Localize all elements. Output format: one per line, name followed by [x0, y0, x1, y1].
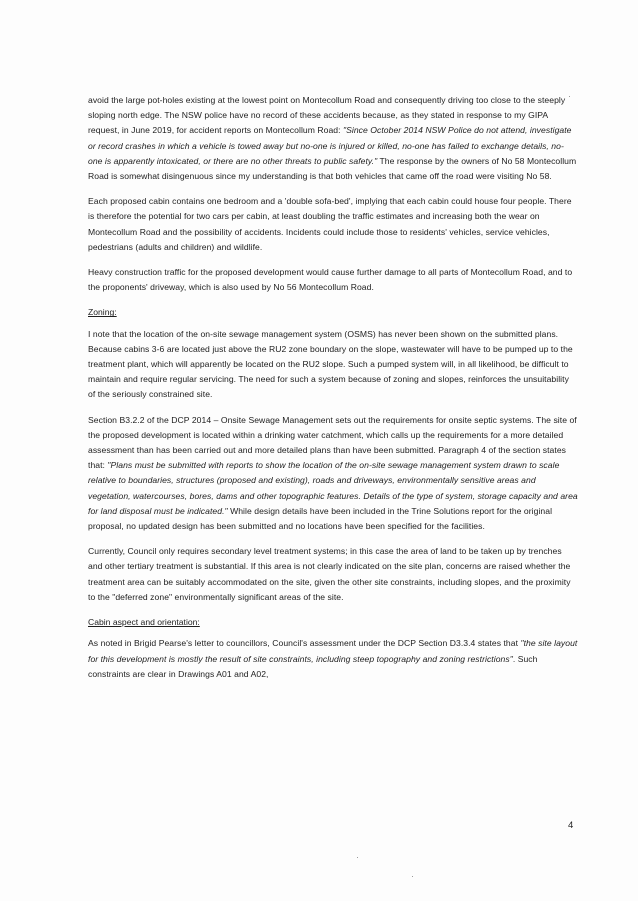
- paragraph-site-layout: [88, 636, 578, 682]
- scan-speck: [357, 857, 358, 858]
- scan-speck: [412, 876, 413, 877]
- paragraph-text: As noted in Brigid Pearse's letter to councillors, Council's assessment under the DCP Section D3.3.4 states that: [88, 638, 521, 649]
- scan-speck: [569, 96, 570, 97]
- dcp-quote: "Plans must be submitted with reports to show the location of the on-site sewage management system drawn to scale relative to boundaries, structures (proposed and existing), roads and driveways, environmentally sensitive areas and vegetation, watercourses, bores, dams and other topographic features. Details of the type of system, storage capacity and area for land disposal must be indicated.": [88, 460, 578, 516]
- paragraph-text: The response by the owners of No 58 Montecollum Road is somewhat disingenuous since my understanding is that both vehicles that came off the road were visiting No 58.: [88, 155, 577, 182]
- paragraph-text: Section B3.2.2 of the DCP 2014 – Onsite Sewage Management sets out the requirements for onsite septic systems. The site of the proposed development is located within a drinking water catchment, which calls up the requirements for a more detailed assessment than has been carried out and more detailed plans than have been submitted. Paragraph 4 of the section states that:: [88, 414, 577, 471]
- paragraph-cabin-occupancy: Each proposed cabin contains one bedroom and a 'double sofa-bed', implying that each cabin could house four people. There is therefore the potential for two cars per cabin, at least doubling the traffic estimates and increasing both the wear on Montecollum Road and the possibility of accidents. Incidents could include those to residents' vehicles, service vehicles, pedestrians (adults and children) and wildlife.: [88, 196, 572, 252]
- paragraph-text: . Such constraints are clear in Drawings A01 and A02,: [88, 653, 538, 679]
- paragraph-text: avoid the large pot-holes existing at the lowest point on Montecollum Road and consequently driving too close to the steeply sloping north edge. The NSW police have no record of these accidents because, as they stated in response to my GIPA request, in June 2019, for accident reports on Montecollum Road:: [88, 95, 566, 136]
- document-body: [88, 93, 578, 692]
- paragraph-construction-traffic: Heavy construction traffic for the proposed development would cause further damage to all parts of Montecollum Road, and to the proponents' driveway, which is also used by No 56 Montecollum Road.: [88, 267, 573, 293]
- heading-zoning: Zoning:: [88, 307, 117, 318]
- page-number: 4: [568, 820, 574, 831]
- paragraph-dcp-section: [88, 413, 578, 535]
- paragraph-accidents: [88, 93, 578, 184]
- assessment-quote: "the site layout for this development is mostly the result of site constraints, including steep topography and zoning restrictions": [88, 638, 578, 664]
- paragraph-osms: I note that the location of the on-site sewage management system (OSMS) has never been shown on the submitted plans. Because cabins 3-6 are located just above the RU2 zone boundary on the slope, wastewater will have to be pumped up to the treatment plant, which will apparently be located on the RU2 slope. Such a pumped system will, in all likelihood, be difficult to maintain and require regular servicing. The need for such a system because of zoning and slopes, reinforces the unsuitability of the seriously constrained site.: [88, 328, 573, 400]
- paragraph-text: While design details have been included in the Trine Solutions report for the original proposal, no updated design has been submitted and no locations have been specified for the facilities.: [88, 505, 553, 532]
- heading-cabin-aspect: Cabin aspect and orientation:: [88, 617, 200, 628]
- police-quote: "Since October 2014 NSW Police do not attend, investigate or record crashes in which a vehicle is towed away but no-one is injured or killed, no-one has failed to exchange details, no-one is apparently intoxicated, or there are no other threats to public safety.": [88, 125, 572, 166]
- paragraph-treatment-area: Currently, Council only requires secondary level treatment systems; in this case the area of land to be taken up by trenches and other tertiary treatment is substantial. If this area is not clearly indicated on the site plan, concerns are raised whether the treatment area can be suitably accommodated on the site, given the other site constraints, including slopes, and the proximity to the "deferred zone" environmentally significant areas of the site.: [88, 546, 571, 602]
